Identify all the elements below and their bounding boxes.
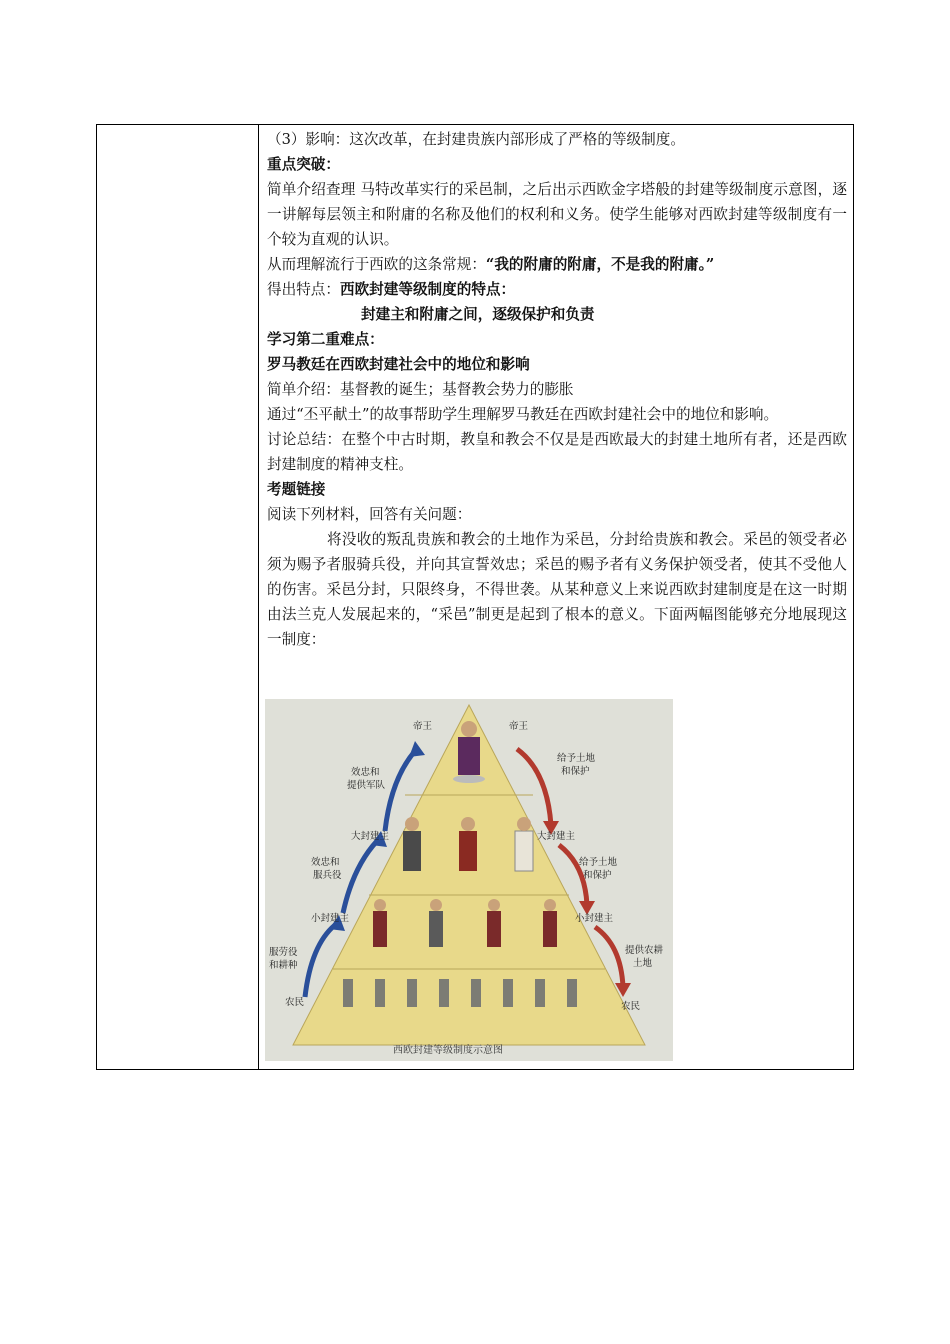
feature-line: [267, 277, 847, 302]
lesson-content: [267, 127, 847, 652]
label-left-bottom: 农民: [285, 997, 305, 1008]
left-arrow1-line2: 提供军队: [347, 780, 386, 791]
figure-caption: 西欧封建等级制度示意图: [393, 1045, 503, 1056]
label-right-top: 帝王: [509, 721, 529, 732]
right-arrow2-line1: 给予土地: [579, 857, 618, 868]
label-right-mid: 大封建主: [537, 831, 576, 842]
feudal-pyramid-figure: [265, 699, 673, 1061]
left-arrow3-line1: 服劳役: [269, 947, 298, 958]
material-paragraph: 将没收的叛乱贵族和教会的土地作为采邑，分封给贵族和教会。采邑的领受者必须为赐予者服骑兵役，并向其宣誓效忠；采邑的赐予者有义务保护领受者，使其不受他人的伤害。采邑分封，只限终身，不得世袭。从某种意义上来说西欧封建制度是在这一时期由法兰克人发展起来的，“采邑”制更是起到了根本的意义。下面两幅图能够充分地展现这一制度：: [267, 531, 847, 648]
right-arrow3-line1: 提供农耕: [625, 945, 664, 956]
right-arrow2-line2: 和保护: [583, 870, 612, 881]
second-difficulty-heading: 学习第二重难点：: [267, 331, 384, 348]
rome-heading: 罗马教廷在西欧封建社会中的地位和影响: [267, 356, 530, 373]
column-divider: [258, 125, 259, 1069]
intro-paragraph: 简单介绍查理 马特改革实行的采邑制，之后出示西欧金字塔般的封建等级制度示意图，逐一讲解每层领主和附庸的名称及他们的权利和义务。使学生能够对西欧封建等级制度有一个较为直观的认识。: [267, 181, 847, 248]
label-left-mid: 大封建主: [351, 831, 390, 842]
label-right-low: 小封建主: [575, 913, 614, 924]
right-arrow1-line2: 和保护: [561, 766, 590, 777]
key-points-heading: 重点突破：: [267, 156, 340, 173]
left-arrow2-line2: 服兵役: [313, 870, 342, 881]
pyramid-diagram: [265, 699, 673, 1061]
feature-detail: 封建主和附庸之间，逐级保护和负责: [361, 306, 595, 323]
read-instruction: 阅读下列材料，回答有关问题：: [267, 506, 472, 523]
left-arrow2-line1: 效忠和: [311, 857, 340, 868]
label-left-low: 小封建主: [311, 913, 350, 924]
left-arrow1-line1: 效忠和: [351, 767, 380, 778]
pepin-paragraph: 通过“丕平献土”的故事帮助学生理解罗马教廷在西欧封建社会中的地位和影响。: [267, 406, 779, 423]
feature-prefix: 得出特点：: [267, 281, 340, 298]
label-left-top: 帝王: [413, 721, 433, 732]
christianity-intro: 简单介绍：基督教的诞生；基督教会势力的膨胀: [267, 381, 574, 398]
rule-paragraph: [267, 252, 847, 277]
rule-quote: “我的附庸的附庸，不是我的附庸。”: [485, 256, 715, 273]
exam-link-heading: 考题链接: [267, 481, 326, 498]
right-arrow1-line1: 给予土地: [557, 753, 596, 764]
label-right-bottom: 农民: [621, 1001, 641, 1012]
left-arrow3-line2: 和耕种: [269, 960, 298, 971]
right-arrow3-line2: 土地: [633, 958, 653, 969]
discussion-summary: 讨论总结：在整个中古时期，教皇和教会不仅是是西欧最大的封建土地所有者，还是西欧封建制度的精神支柱。: [267, 431, 847, 473]
lesson-table: [96, 124, 854, 1070]
influence-line: （3）影响：这次改革，在封建贵族内部形成了严格的等级制度。: [267, 131, 685, 148]
rule-prefix: 从而理解流行于西欧的这条常规：: [267, 256, 486, 273]
feature-title: 西欧封建等级制度的特点：: [339, 281, 516, 298]
